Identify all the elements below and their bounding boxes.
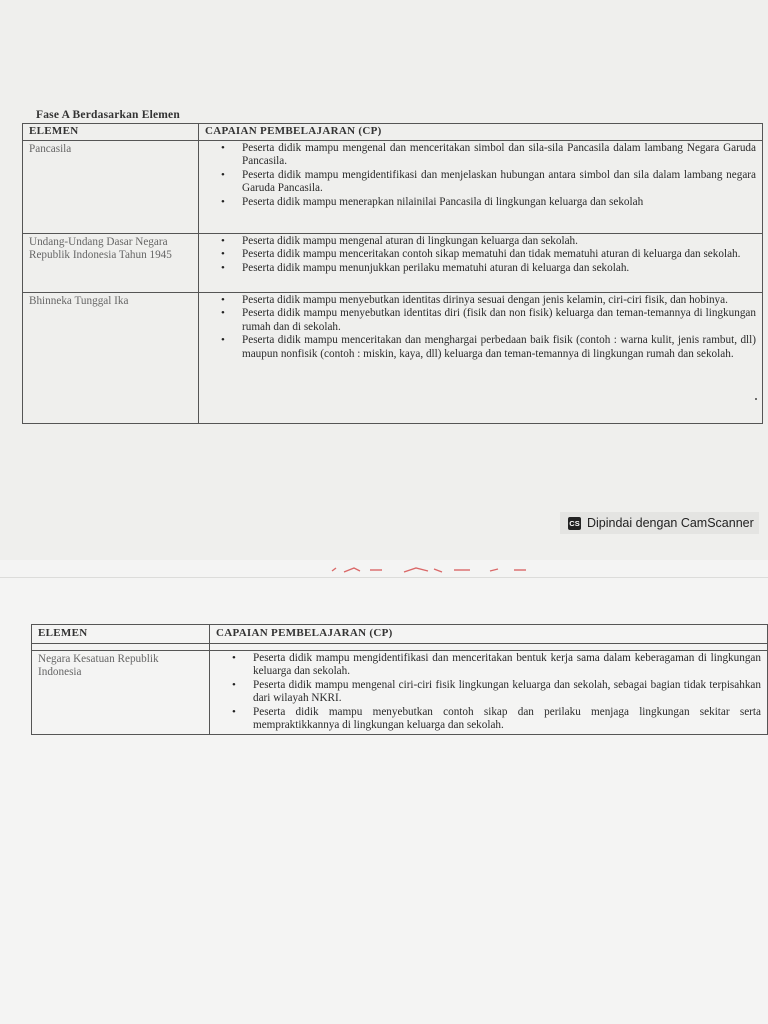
list-item: • Peserta didik mampu mengidentifikasi dan menjelaskan hubungan antara simbol dan sila dalam lambang negara Garuda Pancasila. [221,169,756,196]
list-item: • Peserta didik mampu menceritakan contoh sikap mematuhi dan tidak mematuhi aturan di keluarga dan sekolah. [221,248,756,262]
camscanner-text: Dipindai dengan CamScanner [587,516,754,530]
scan-speck [755,398,757,400]
list-item: • Peserta didik mampu menyebutkan identitas diri (fisik dan non fisik) keluarga dan teman-temannya di lingkungan rumah dan di sekolah. [221,307,756,334]
cp-cell [199,292,763,423]
camscanner-logo-icon: CS [569,518,580,528]
elemen-cell: Undang-Undang Dasar Negara Republik Indonesia Tahun 1945 [23,233,199,292]
page-heading: Fase A Berdasarkan Elemen [36,109,180,121]
list-item: • Peserta didik mampu mengidentifikasi dan menceritakan bentuk kerja sama dalam keberagaman di lingkungan keluarga dan sekolah. [232,652,761,679]
header-capaian: CAPAIAN PEMBELAJARAN (CP) [199,124,763,141]
table-row [23,233,763,292]
elemen-cell: Negara Kesatuan Republik Indonesia [32,650,210,734]
page-edge-line [0,577,768,578]
list-item: • Peserta didik mampu mengenal ciri-ciri fisik lingkungan keluarga dan sekolah, sebagai bagian tidak terpisahkan dari wilayah NKRI. [232,679,761,706]
red-stamp-marks [330,566,540,574]
cp-cell [210,650,768,734]
table-row [23,140,763,233]
header-elemen: ELEMEN [23,124,199,141]
camscanner-watermark [560,512,759,534]
header-capaian: CAPAIAN PEMBELAJARAN (CP) [210,625,768,644]
list-item: • Peserta didik mampu menyebutkan identitas dirinya sesuai dengan jenis kelamin, ciri-ciri fisik, dan hobinya. [221,294,756,308]
cp-cell [199,233,763,292]
cp-table-fase-a [22,123,763,424]
table-spacer-row [32,643,768,650]
cp-cell [199,140,763,233]
table-row [23,292,763,423]
list-item: • Peserta didik mampu menceritakan dan menghargai perbedaan baik fisik (contoh : warna kulit, jenis rambut, dll) maupun nonfisik (contoh : miskin, kaya, dll) keluarga dan teman-temannya di lingkungan rumah dan sekolah. [221,334,756,361]
table-header-row [32,625,768,644]
list-item: • Peserta didik mampu menunjukkan perilaku mematuhi aturan di keluarga dan sekolah. [221,262,756,276]
elemen-cell: Pancasila [23,140,199,233]
list-item: • Peserta didik mampu mengenal aturan di lingkungan keluarga dan sekolah. [221,235,756,249]
table-header-row [23,124,763,141]
table-row [32,650,768,734]
cp-table-continued [31,624,768,735]
list-item: • Peserta didik mampu mengenal dan menceritakan simbol dan sila-sila Pancasila dalam lambang Negara Garuda Pancasila. [221,142,756,169]
list-item: • Peserta didik mampu menerapkan nilainilai Pancasila di lingkungan keluarga dan sekolah [221,196,756,210]
header-elemen: ELEMEN [32,625,210,644]
elemen-cell: Bhinneka Tunggal Ika [23,292,199,423]
list-item: • Peserta didik mampu menyebutkan contoh sikap dan perilaku menjaga lingkungan sekitar serta mempraktikkannya di lingkungan keluarga dan sekolah. [232,706,761,733]
